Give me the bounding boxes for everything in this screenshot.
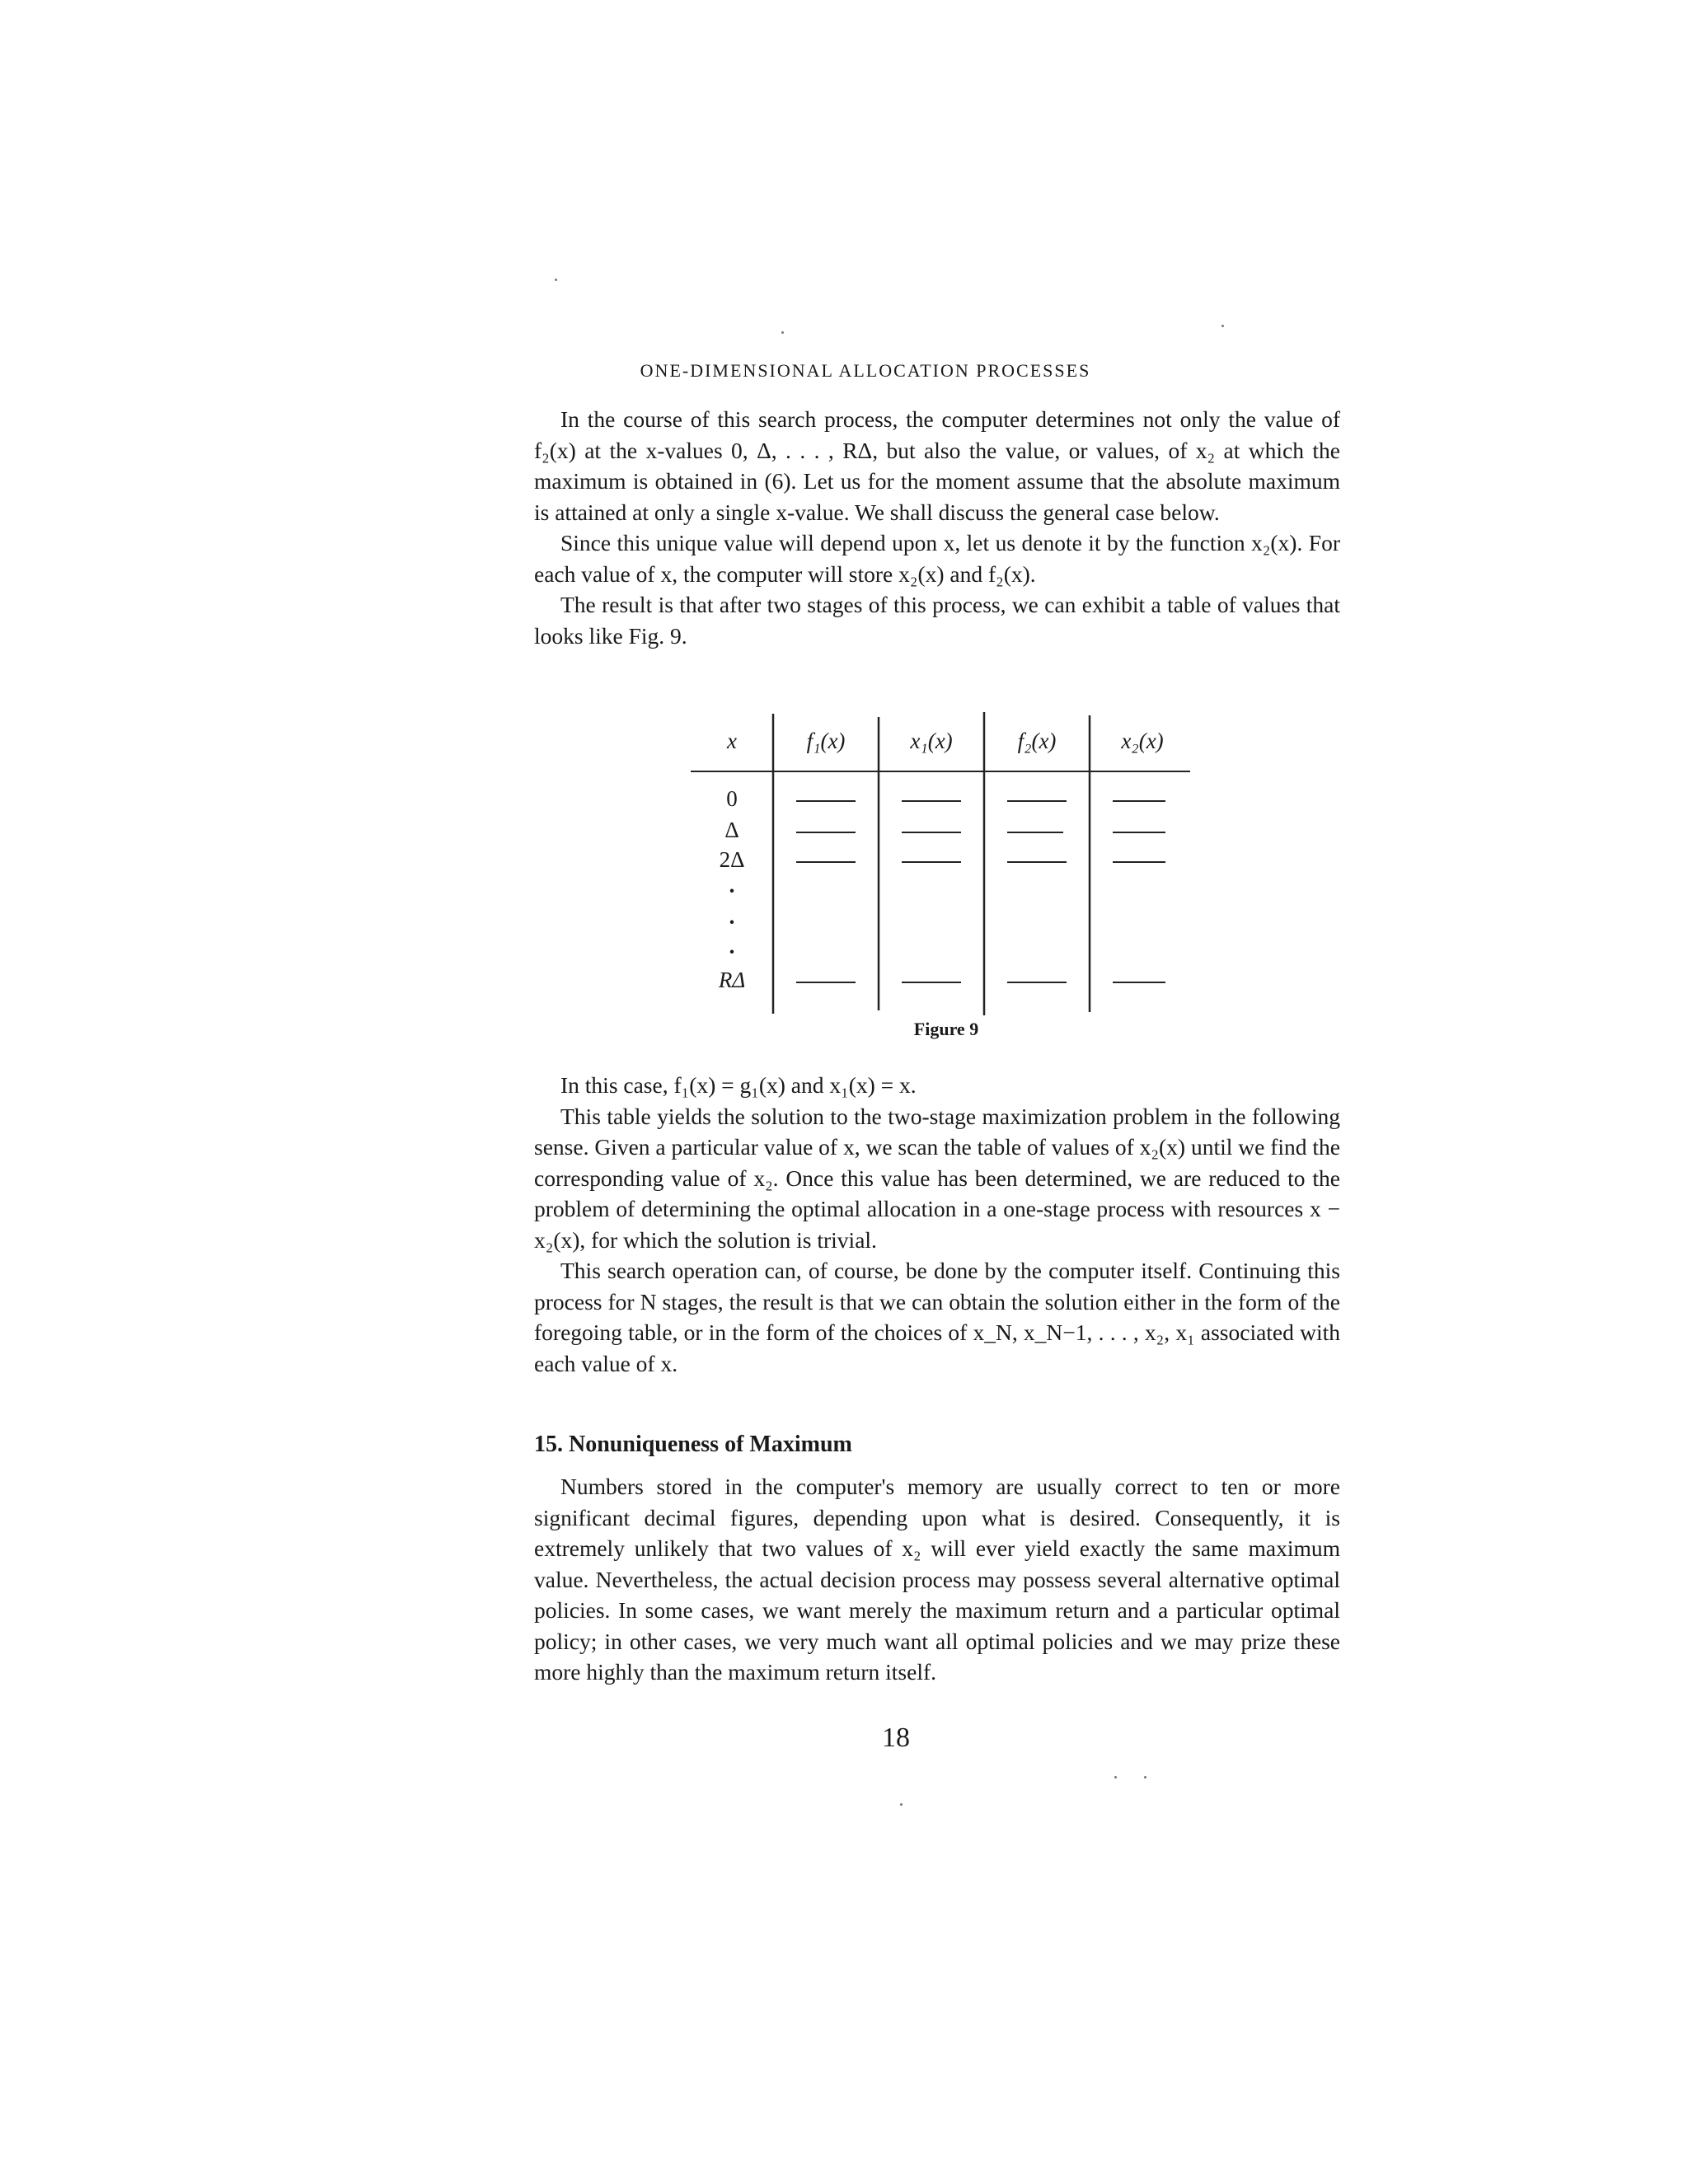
row-label: 2Δ	[719, 847, 745, 872]
row-label: Δ	[724, 818, 739, 842]
section-heading: 15. Nonuniqueness of Maximum	[534, 1432, 852, 1457]
paragraph: This search operation can, of course, be done by the computer itself. Continuing this process for N stages, the result is that we can obtain the solution either in the form of the foregoing table, or in the form of the choices of x_N, x_N−1, . . . , x₂, x₁ associated with each value of x.	[534, 1258, 1340, 1376]
scan-speck	[555, 279, 557, 281]
page-number: 18	[882, 1722, 910, 1753]
text-block-top	[534, 404, 1340, 651]
paragraph: In this case, f₁(x) = g₁(x) and x₁(x) = x.	[560, 1072, 917, 1098]
row-label: 0	[726, 786, 738, 811]
row-label: ·	[728, 910, 736, 935]
column-header-x2: x₂(x)	[1121, 729, 1164, 753]
scan-speck	[1144, 1776, 1146, 1779]
running-header: ONE-DIMENSIONAL ALLOCATION PROCESSES	[640, 360, 1091, 381]
row-label: ·	[728, 940, 736, 964]
scan-speck	[781, 331, 784, 334]
paragraph: Numbers stored in the computer's memory are usually correct to ten or more significant decimal figures, depending upon what is desired. Consequently, it is extremely unlikely that two values of x₂ will ever yield exactly the same maximum value. Nevertheless, the actual decision process may possess several alternative optimal policies. In some cases, we want merely the maximum return and a particular optimal policy; in other cases, we very much want all optimal policies and we may prize these more highly than the maximum return itself.	[534, 1474, 1340, 1685]
entry-dashes	[796, 801, 1165, 982]
table-rules	[691, 707, 1190, 1053]
paragraph: Since this unique value will depend upon x, let us denote it by the function x₂(x). For each value of x, the computer will store x₂(x) and f₂(x).	[534, 530, 1340, 587]
column-header-x: x	[727, 729, 737, 753]
figure-caption: Figure 9	[913, 1019, 979, 1039]
column-header-x1: x₁(x)	[910, 729, 953, 753]
paragraph: In the course of this search process, the computer determines not only the value of f₂(x) at the x-values 0, Δ, . . . , RΔ, but also the value, or values, of x₂ at which the maximum is obtained in (6). Let us for the moment assume that the absolute maximum is attained at only a single x-value. We shall discuss the general case below.	[534, 406, 1340, 525]
scan-speck	[900, 1803, 903, 1806]
figure-9-table	[691, 707, 1190, 1053]
row-label: RΔ	[718, 968, 746, 992]
column-header-f2: f₂(x)	[1017, 729, 1057, 753]
scan-speck	[1221, 325, 1224, 327]
scan-speck	[1114, 1776, 1117, 1779]
text-block-bottom	[534, 1471, 1340, 1688]
paragraph: This table yields the solution to the two-stage maximization problem in the following sense. Given a particular value of x, we scan the table of values of x₂(x) until we find the corresponding value of x₂. Once this value has been determined, we are reduced to the problem of determining the optimal allocation in a one-stage process with resources x − x₂(x), for which the solution is trivial.	[534, 1103, 1340, 1253]
text-block-middle	[534, 1070, 1340, 1379]
paragraph: The result is that after two stages of this process, we can exhibit a table of values that looks like Fig. 9.	[534, 592, 1340, 649]
row-label: ·	[728, 879, 736, 903]
column-header-f1: f₁(x)	[806, 729, 846, 753]
